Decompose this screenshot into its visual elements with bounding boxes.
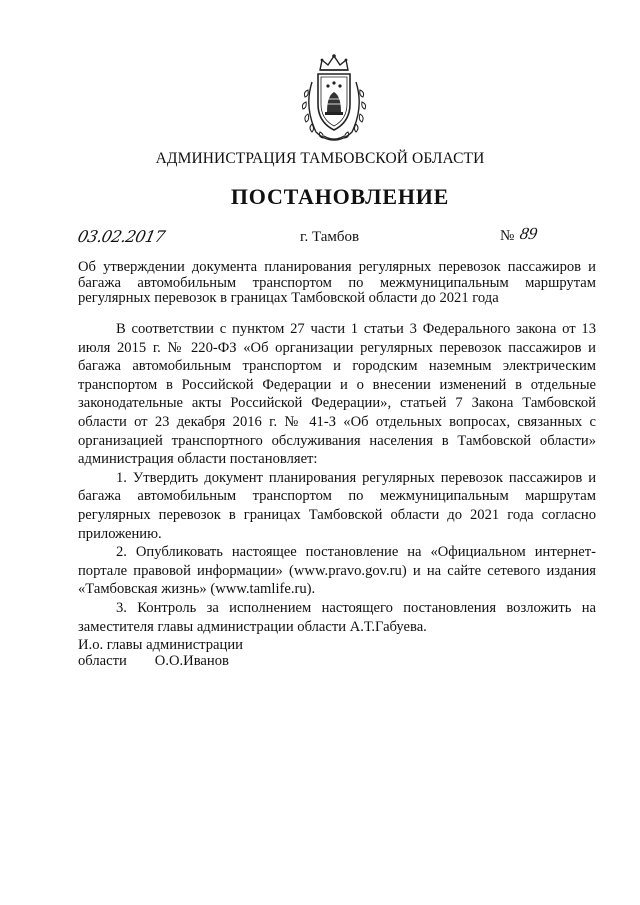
document-body	[78, 320, 596, 636]
document-date: 03.02.2017	[75, 227, 167, 246]
signature-block	[78, 638, 243, 670]
document-subject: Об утверждении документа планирования регулярных перевозок пассажиров и багажа автомобильным транспортом по межмуниципальным маршрутам регулярных перевозок в границах Тамбовской области до 2021 года	[78, 259, 596, 306]
document-number-label: №	[500, 228, 515, 244]
organization-title: АДМИНИСТРАЦИЯ ТАМБОВСКОЙ ОБЛАСТИ	[155, 150, 485, 167]
resolution-item-1: 1. Утвердить документ планирования регулярных перевозок пассажиров и багажа автомобильным транспортом по межмуниципальным маршрутам регулярных перевозок в границах Тамбовской области до 2021 года согласно приложению.	[78, 469, 596, 542]
document-number: 89	[518, 224, 539, 243]
signatory-name: О.О.Иванов	[154, 652, 229, 669]
signatory-title-line1: И.о. главы администрации	[78, 637, 243, 653]
resolution-item-2: 2. Опубликовать настоящее постановление на «Официальном интернет-портале правовой информации» (www.pravo.gov.ru) и на сайте сетевого издания «Тамбовская жизнь» (www.tamlife.ru).	[78, 544, 596, 598]
preamble-paragraph: В соответствии с пунктом 27 части 1 статьи 3 Федерального закона от 13 июля 2015 г. № 220-ФЗ «Об организации регулярных перевозок пассажиров и багажа автомобильным транспортом и городским наземным электрическим транспортом в Российской Федерации и о внесении изменений в отдельные законодательные акты Российской Федерации», статьей 7 Закона Тамбовской области от 23 декабря 2016 г. № 41-З «Об отдельных вопросах, связанных с организацией транспортного обслуживания населения в Тамбовской области» администрация области постановляет:	[78, 321, 596, 468]
signatory-title-region: области	[78, 652, 127, 669]
document-type-heading: ПОСТАНОВЛЕНИЕ	[230, 184, 450, 209]
document-city: г. Тамбов	[300, 229, 360, 245]
tambov-coat-of-arms-icon	[298, 52, 370, 144]
signatory-title-line2	[78, 654, 243, 670]
resolution-item-3: 3. Контроль за исполнением настоящего постановления возложить на заместителя главы администрации области А.Т.Габуева.	[78, 599, 596, 635]
